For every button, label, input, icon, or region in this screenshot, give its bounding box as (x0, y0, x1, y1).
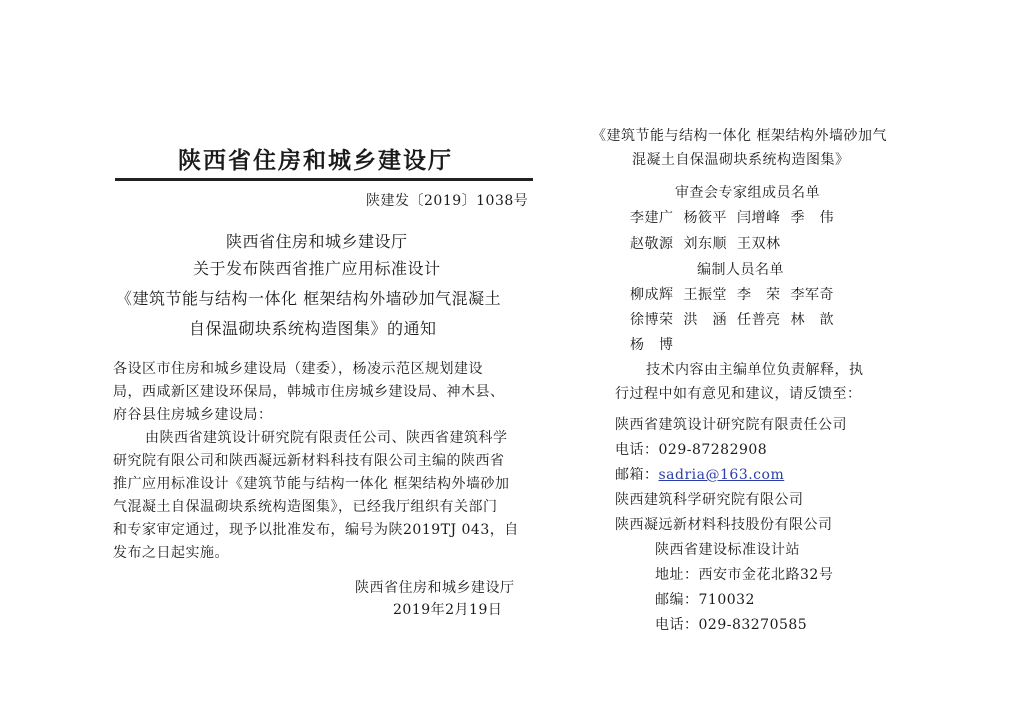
member-name: 李建广 (630, 210, 674, 226)
body-line: 推广应用标准设计《建筑节能与结构一体化 框架结构外墙砂加 (113, 476, 510, 492)
org-4-name: 陕西省建设标准设计站 (655, 542, 800, 558)
signature: 陕西省住房和城乡建设厅 (355, 580, 515, 596)
editors-row-1 (630, 287, 844, 303)
editors-row-3 (630, 337, 684, 353)
editor-name: 李军奇 (790, 287, 834, 303)
review-members-row-1 (630, 210, 844, 226)
editor-name: 王振堂 (683, 287, 727, 303)
document-number: 陕建发〔2019〕1038号 (366, 193, 529, 209)
body-line: 研究院有限公司和陕西凝远新材料科技有限公司主编的陕西省 (113, 453, 505, 469)
body-line: 府谷县住房城乡建设局： (113, 407, 273, 423)
editor-name: 李 荣 (737, 287, 781, 303)
notice-line-2: 行过程中如有意见和建议，请反馈至： (615, 386, 862, 402)
editor-name: 林 歆 (790, 312, 834, 328)
member-name: 杨筱平 (683, 210, 727, 226)
org-4-address: 地址：西安市金花北路32号 (655, 567, 834, 583)
org-4-phone: 电话：029-83270585 (655, 617, 808, 633)
email-link[interactable]: sadria@163.com (658, 467, 785, 483)
editor-name: 任普亮 (737, 312, 781, 328)
body-line: 由陕西省建筑设计研究院有限责任公司、陕西省建筑科学 (145, 430, 508, 446)
member-name: 闫增峰 (737, 210, 781, 226)
editors-row-2 (630, 312, 844, 328)
editor-name: 徐博荣 (630, 312, 674, 328)
editor-name: 杨 博 (630, 337, 674, 353)
org-1-email-row (615, 467, 784, 483)
header-rule (115, 178, 533, 181)
org-1-phone: 电话：029-87282908 (615, 442, 768, 458)
org-1-name: 陕西省建筑设计研究院有限责任公司 (615, 417, 847, 433)
issue-date: 2019年2月19日 (393, 602, 503, 618)
notice-line-1: 技术内容由主编单位负责解释，执 (646, 362, 864, 378)
editor-name: 洪 涵 (683, 312, 727, 328)
member-name: 刘东顺 (683, 236, 727, 252)
member-name: 季 伟 (790, 210, 834, 226)
org-4-postcode: 邮编：710032 (655, 592, 755, 608)
org-3-name: 陕西凝远新材料科技股份有限公司 (615, 517, 833, 533)
body-line: 和专家审定通过，现予以批准发布，编号为陕2019TJ 043，自 (113, 522, 519, 538)
editor-name: 柳成辉 (630, 287, 674, 303)
body-line: 局，西咸新区建设环保局，韩城市住房城乡建设局、神木县、 (113, 384, 505, 400)
email-label: 邮箱： (615, 467, 659, 483)
notice-title-line-2: 关于发布陕西省推广应用标准设计 (193, 259, 441, 278)
notice-title-line-4: 自保温砌块系统构造图集》的通知 (189, 319, 437, 338)
notice-title-line-1: 陕西省住房和城乡建设厅 (226, 232, 408, 251)
editors-heading: 编制人员名单 (697, 262, 784, 278)
body-line: 发布之日起实施。 (113, 545, 229, 561)
review-members-row-2 (630, 236, 791, 252)
atlas-title-line-2: 混凝土自保温砌块系统构造图集》 (632, 152, 850, 168)
body-line: 各设区市住房和城乡建设局（建委），杨凌示范区规划建设 (113, 361, 483, 377)
atlas-title-line-1: 《建筑节能与结构一体化 框架结构外墙砂加气 (592, 128, 887, 144)
member-name: 赵敬源 (630, 236, 674, 252)
notice-title-line-3: 《建筑节能与结构一体化 框架结构外墙砂加气混凝土 (116, 289, 502, 308)
review-panel-heading: 审查会专家组成员名单 (675, 185, 820, 201)
member-name: 王双林 (737, 236, 781, 252)
org-2-name: 陕西建筑科学研究院有限公司 (615, 492, 804, 508)
issuing-bureau-name: 陕西省住房和城乡建设厅 (178, 147, 453, 174)
body-line: 气混凝土自保温砌块系统构造图集》，已经我厅组织有关部门 (113, 499, 498, 515)
